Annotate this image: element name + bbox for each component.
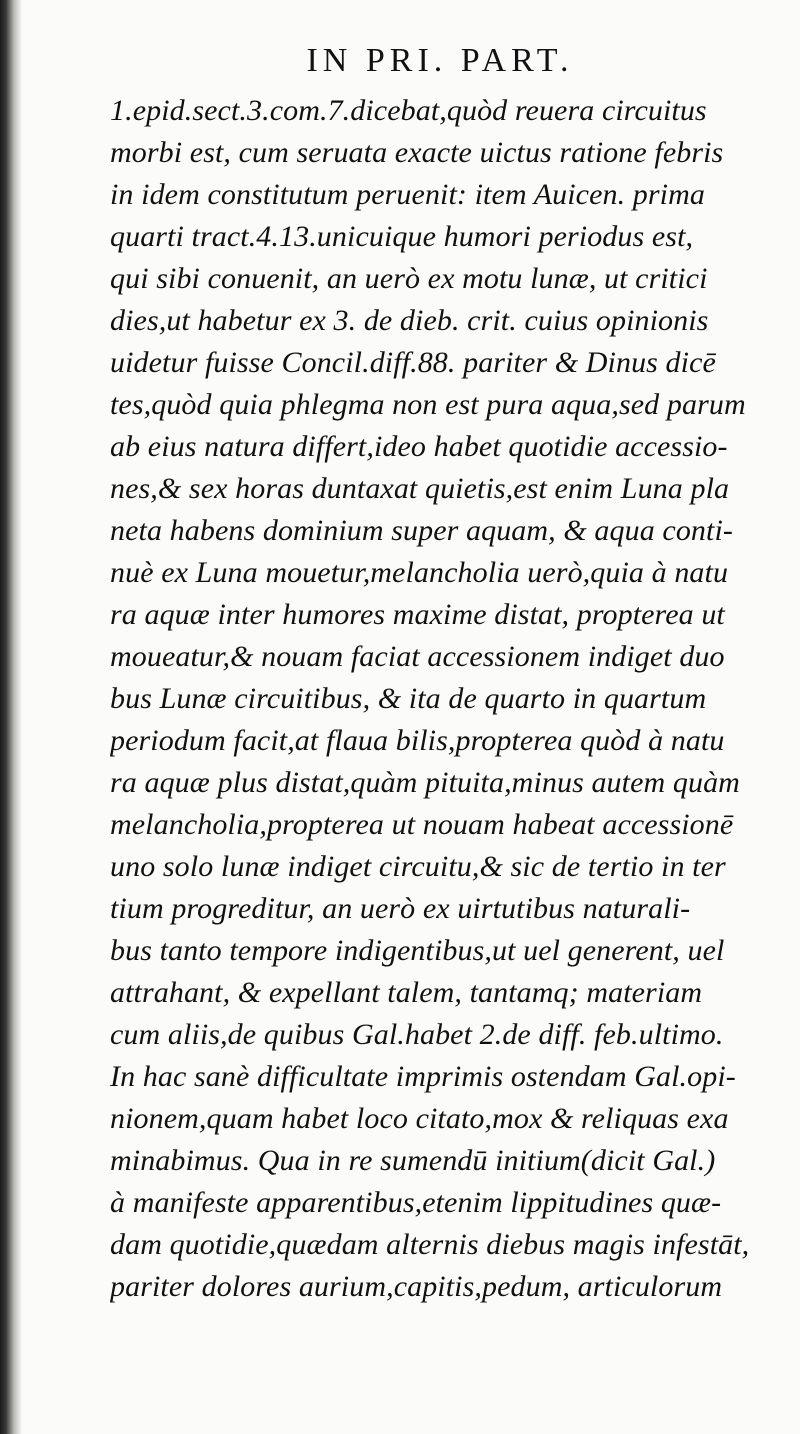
text-line: ra aquæ plus distat,quàm pituita,minus autem quàm <box>110 766 740 799</box>
text-line: nuè ex Luna mouetur,melancholia uerò,quia à natu <box>110 556 729 589</box>
text-line: à manifeste apparentibus,etenim lippitudines quæ- <box>110 1186 722 1219</box>
text-line: In hac sanè difficultate imprimis ostendam Gal.opi- <box>110 1060 736 1093</box>
text-line: dies,ut habetur ex 3. de dieb. crit. cuius opinionis <box>110 304 709 337</box>
text-line: pariter dolores aurium,capitis,pedum, articulorum <box>110 1270 723 1303</box>
text-line: 1.epid.sect.3.com.7.dicebat,quòd reuera circuitus <box>110 94 707 127</box>
text-line: nionem,quam habet loco citato,mox & reliquas exa <box>110 1102 729 1135</box>
text-line: moueatur,& nouam faciat accessionem indiget duo <box>110 640 725 673</box>
text-line: periodum facit,at flaua bilis,propterea quòd à natu <box>110 724 725 757</box>
text-line: nes,& sex horas duntaxat quietis,est enim Luna pla <box>110 472 730 505</box>
text-line: ab eius natura differt,ideo habet quotidie accessio- <box>110 430 728 463</box>
text-line: morbi est, cum seruata exacte uictus ratione febris <box>110 136 724 169</box>
text-line: neta habens dominium super aquam, & aqua conti- <box>110 514 733 547</box>
text-line: bus Lunæ circuitibus, & ita de quarto in quartum <box>110 682 707 715</box>
text-line: quarti tract.4.13.unicuique humori periodus est, <box>110 220 694 253</box>
text-line: tium progreditur, an uerò ex uirtutibus naturali- <box>110 892 691 925</box>
text-line: qui sibi conuenit, an uerò ex motu lunæ, ut critici <box>110 262 708 295</box>
text-line: uno solo lunæ indiget circuitu,& sic de tertio in ter <box>110 850 726 883</box>
text-line: dam quotidie,quædam alternis diebus magis infestāt, <box>110 1228 750 1261</box>
page-gutter-shadow <box>0 0 22 1434</box>
text-line: in idem constitutum peruenit: item Auicen. prima <box>110 178 705 211</box>
body-text <box>110 90 770 1308</box>
text-line: ra aquæ inter humores maxime distat, propterea ut <box>110 598 725 631</box>
text-line: tes,quòd quia phlegma non est pura aqua,sed parum <box>110 388 746 421</box>
text-line: cum aliis,de quibus Gal.habet 2.de diff. feb.ultimo. <box>110 1018 724 1051</box>
text-line: minabimus. Qua in re sumendū initium(dicit Gal.) <box>110 1144 716 1177</box>
text-line: melancholia,propterea ut nouam habeat accessionē <box>110 808 734 841</box>
text-line: attrahant, & expellant talem, tantamq; materiam <box>110 976 703 1009</box>
text-line: bus tanto tempore indigentibus,ut uel generent, uel <box>110 934 725 967</box>
text-line: uidetur fuisse Concil.diff.88. pariter & Dinus dicē <box>110 346 716 379</box>
running-head: IN PRI. PART. <box>306 42 574 79</box>
